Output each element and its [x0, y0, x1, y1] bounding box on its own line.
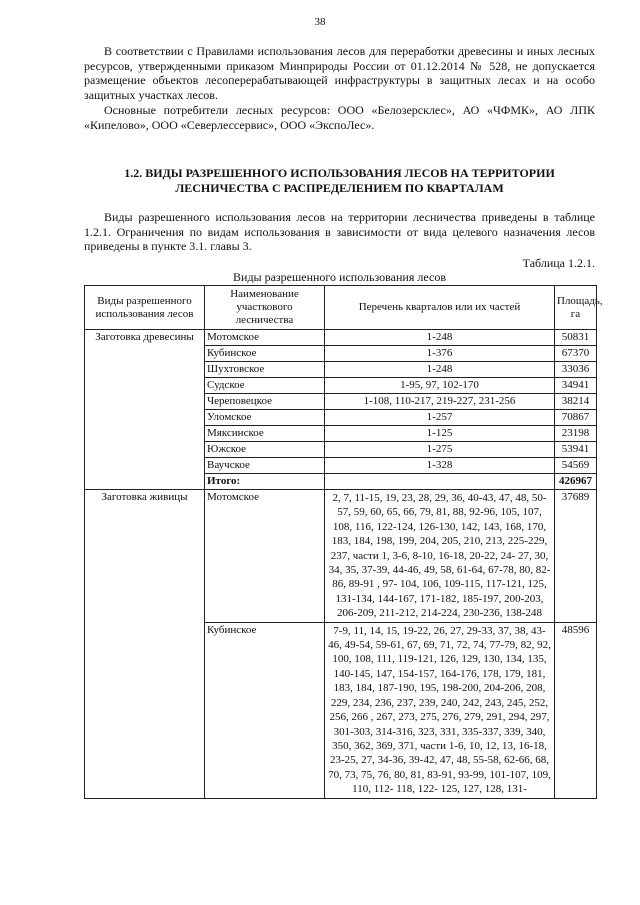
forestry-name: Южское — [205, 442, 325, 458]
quarters-cell: 1-248 — [325, 362, 555, 378]
forestry-name: Судское — [205, 378, 325, 394]
forestry-name: Кубинское — [205, 622, 325, 798]
table-caption: Таблица 1.2.1. — [522, 256, 595, 270]
area-cell: 48596 — [555, 622, 597, 798]
forestry-name: Мяксинское — [205, 426, 325, 442]
forestry-name: Череповецкое — [205, 394, 325, 410]
section-heading: 1.2. ВИДЫ РАЗРЕШЕННОГО ИСПОЛЬЗОВАНИЯ ЛЕСОВ НА ТЕРРИТОРИИ ЛЕСНИЧЕСТВА С РАСПРЕДЕЛЕНИЕМ ПО КВАРТАЛАМ — [124, 166, 555, 195]
area-cell: 67370 — [555, 346, 597, 362]
area-cell: 50831 — [555, 330, 597, 346]
header-forestry: Наименование участкового лесничества — [205, 286, 325, 330]
paragraph-1 — [84, 44, 595, 102]
header-quarters: Перечень кварталов или их частей — [325, 286, 555, 330]
area-cell: 54569 — [555, 458, 597, 474]
quarters-cell: 1-125 — [325, 426, 555, 442]
total-quarters-empty — [325, 474, 555, 490]
page-number: 38 — [314, 16, 326, 28]
table-row — [85, 490, 597, 623]
paragraph-3 — [84, 210, 595, 254]
forestry-name: Кубинское — [205, 346, 325, 362]
forestry-name: Уломское — [205, 410, 325, 426]
quarters-cell: 1-95, 97, 102-170 — [325, 378, 555, 394]
quarters-cell: 1-275 — [325, 442, 555, 458]
use-type-cell: Заготовка живицы — [85, 490, 205, 799]
quarters-cell: 2, 7, 11-15, 19, 23, 28, 29, 36, 40-43, 47, 48, 50-57, 59, 60, 65, 66, 79, 81, 88, 92-96, 105, 107, 108, 116, 122-124, 126-130, 142, 143, 168, 170, 183, 184, 198, 199, 204, 205, 210, 213, 225-229, 237, части 1, 3-6, 8-10, 16-18, 20-22, 24- 27, 30, 34, 35, 37-39, 44-46, 49, 58, 61-64, 67-78, 80, 82-86, 89-91 , 97- 104, 106, 109-115, 117-121, 125, 131-134, 144-167, 171-182, 185-197, 200-203, 206-209, 211-212, 214-224, 230-236, 138-248 — [325, 490, 555, 623]
table-row — [85, 330, 597, 346]
paragraph-1-text: В соответствии с Правилами использования лесов для переработки древесины и иных лесных ресурсов, утвержденными приказом Минприроды России от 01.12.2014 № 528, не допускается размещение объектов лесоперерабатывающей инфраструктуры в защитных лесах и на особо защитных участках лесов. — [84, 44, 595, 102]
quarters-cell: 1-248 — [325, 330, 555, 346]
area-cell: 23198 — [555, 426, 597, 442]
quarters-cell: 1-257 — [325, 410, 555, 426]
paragraph-3-text: Виды разрешенного использования лесов на территории лесничества приведены в таблице 1.2.1. Ограничения по видам использования в зависимости от вида целевого назначения лесов приведены в пункте 3.1. главы 3. — [84, 210, 595, 254]
forestry-name: Ваучское — [205, 458, 325, 474]
table-title: Виды разрешенного использования лесов — [233, 270, 446, 284]
area-cell: 37689 — [555, 490, 597, 623]
forest-use-table — [84, 285, 603, 799]
quarters-cell: 1-376 — [325, 346, 555, 362]
area-cell: 34941 — [555, 378, 597, 394]
header-use: Виды разрешенного использования лесов — [85, 286, 205, 330]
header-area: Площадь, га — [555, 286, 597, 330]
total-label: Итого: — [205, 474, 325, 490]
paragraph-2-text: Основные потребители лесных ресурсов: ООО «Белозерсклес», АО «ЧФМК», АО ЛПК «Кипелово», ООО «Северлессервис», ООО «ЭкспоЛес». — [84, 103, 595, 132]
area-cell: 33036 — [555, 362, 597, 378]
total-area: 426967 — [555, 474, 597, 490]
quarters-cell: 1-328 — [325, 458, 555, 474]
use-type-cell: Заготовка древесины — [85, 330, 205, 490]
table-header-row — [85, 286, 597, 330]
area-cell: 38214 — [555, 394, 597, 410]
forestry-name: Мотомское — [205, 490, 325, 623]
quarters-cell: 7-9, 11, 14, 15, 19-22, 26, 27, 29-33, 37, 38, 43-46, 49-54, 59-61, 67, 69, 71, 72, 74, 77-79, 82, 92, 100, 108, 111, 119-121, 126, 129, 130, 134, 135, 140-145, 147, 154-157, 164-176, 178, 179, 181, 183, 184, 187-190, 195, 198-200, 204-206, 208, 229, 234, 236, 237, 239, 240, 242, 243, 245, 252, 256, 266 , 267, 273, 275, 276, 279, 291, 294, 297, 301-303, 314-316, 323, 331, 335-337, 339, 340, 350, 362, 369, 371, части 1-6, 10, 12, 13, 16-18, 23-25, 27, 34-36, 39-42, 47, 48, 55-58, 62-66, 68, 70, 73, 75, 76, 80, 81, 83-91, 93-99, 101-107, 109, 110, 112- 118, 122- 125, 127, 128, 131- — [325, 622, 555, 798]
forestry-name: Шухтовское — [205, 362, 325, 378]
quarters-cell: 1-108, 110-217, 219-227, 231-256 — [325, 394, 555, 410]
paragraph-2 — [84, 103, 595, 132]
area-cell: 53941 — [555, 442, 597, 458]
forestry-name: Мотомское — [205, 330, 325, 346]
area-cell: 70867 — [555, 410, 597, 426]
